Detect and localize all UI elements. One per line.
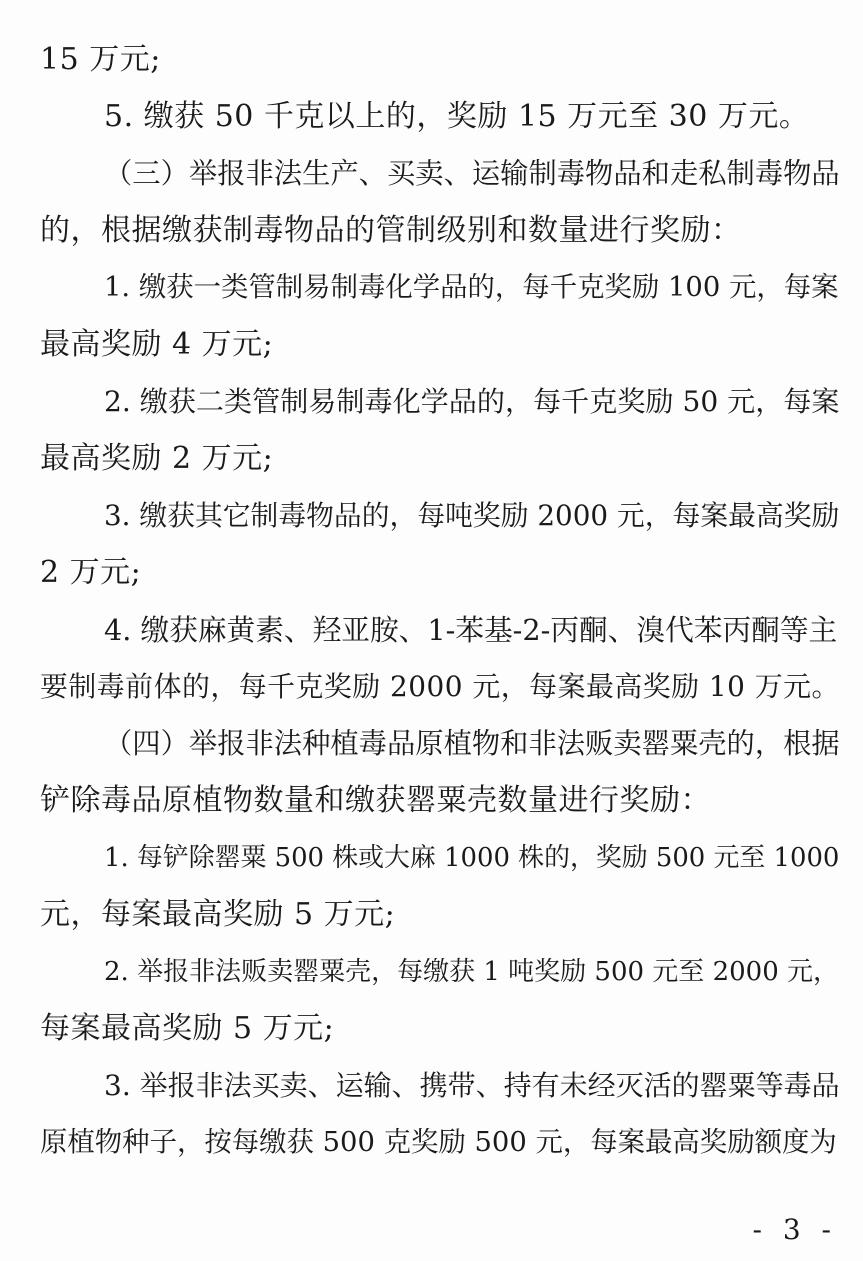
text-line-13: （四）举报非法种植毒品原植物和非法贩卖罂粟壳的，根据 bbox=[104, 727, 840, 760]
text-line-19: 3. 举报非法买卖、运输、携带、持有未经灭活的罂粟等毒品 bbox=[104, 1069, 840, 1102]
text-line-16: 元，每案最高奖励 5 万元; bbox=[40, 897, 396, 932]
text-line-12: 要制毒前体的，每千克奖励 2000 元，每案最高奖励 10 万元。 bbox=[40, 670, 840, 703]
text-line-8: 最高奖励 2 万元; bbox=[40, 441, 274, 476]
text-line-7: 2. 缴获二类管制易制毒化学品的，每千克奖励 50 元，每案 bbox=[104, 385, 840, 418]
text-line-14: 铲除毒品原植物数量和缴获罂粟壳数量进行奖励： bbox=[40, 783, 711, 818]
text-line-1: 15 万元; bbox=[40, 42, 161, 77]
text-line-3: （三）举报非法生产、买卖、运输制毒物品和走私制毒物品 bbox=[104, 157, 840, 190]
text-line-18: 每案最高奖励 5 万元; bbox=[40, 1011, 335, 1046]
text-line-5: 1. 缴获一类管制易制毒化学品的，每千克奖励 100 元，每案 bbox=[104, 272, 839, 303]
text-line-17: 2. 举报非法贩卖罂粟壳，每缴获 1 吨奖励 500 元至 2000 元， bbox=[104, 957, 839, 987]
text-line-11: 4. 缴获麻黄素、羟亚胺、1-苯基-2-丙酮、溴代苯丙酮等主 bbox=[104, 613, 838, 647]
text-line-10: 2 万元; bbox=[40, 555, 142, 590]
text-line-9: 3. 缴获其它制毒物品的，每吨奖励 2000 元，每案最高奖励 bbox=[104, 499, 840, 532]
text-line-15: 1. 每铲除罂粟 500 株或大麻 1000 株的，奖励 500 元至 1000 bbox=[104, 843, 840, 873]
text-line-2: 5. 缴获 50 千克以上的，奖励 15 万元至 30 万元。 bbox=[104, 99, 810, 134]
text-line-6: 最高奖励 4 万元; bbox=[40, 327, 274, 362]
page-number: - 3 - bbox=[752, 1213, 837, 1246]
text-line-20: 原植物种子，按每缴获 500 克奖励 500 元，每案最高奖励额度为 bbox=[40, 1127, 837, 1158]
text-line-4: 的，根据缴获制毒物品的管制级别和数量进行奖励： bbox=[40, 213, 742, 248]
